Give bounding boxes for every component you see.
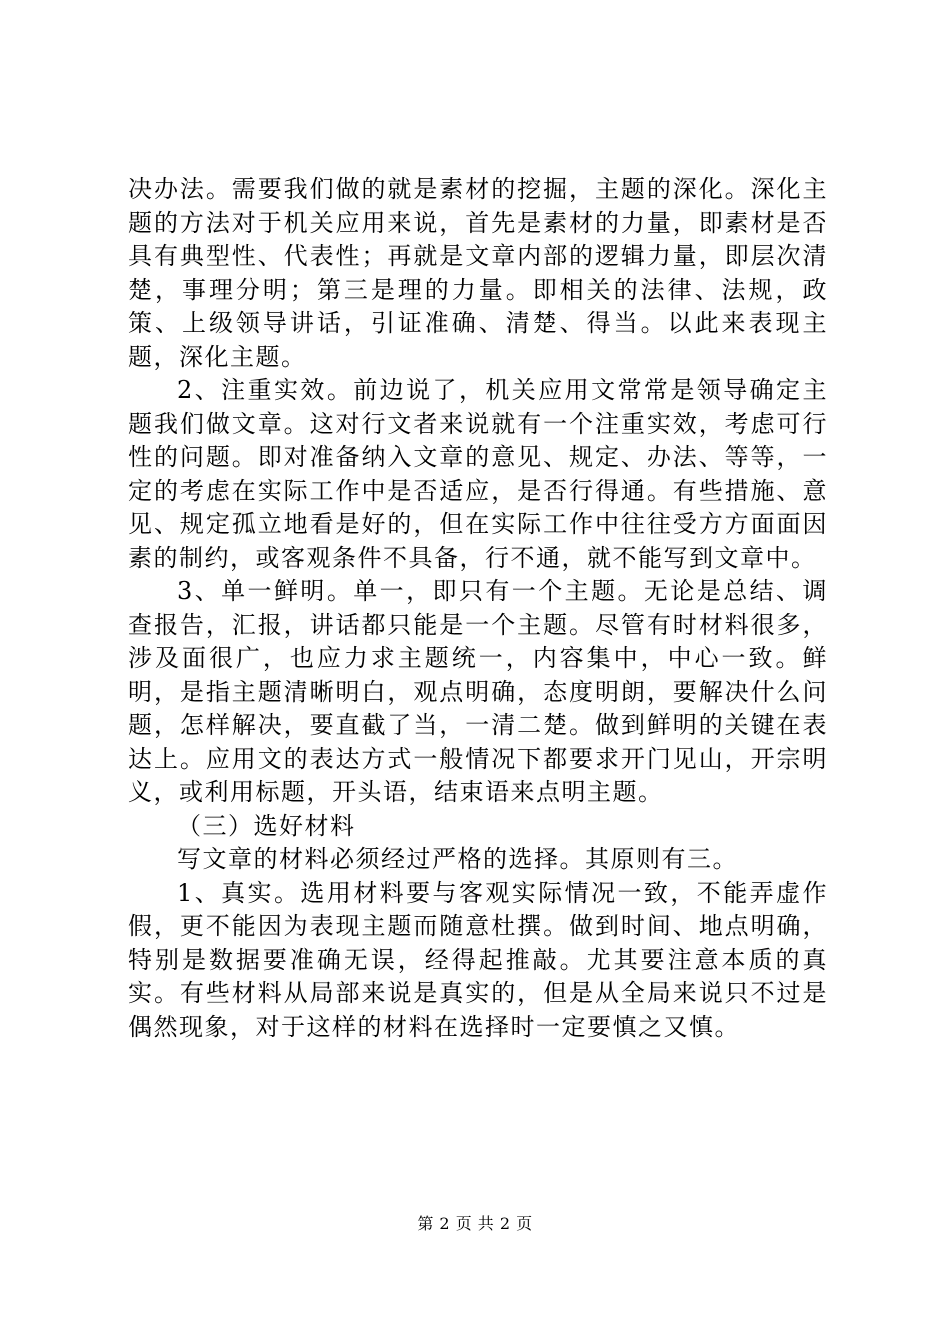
- paragraph-2: 2、注重实效。前边说了，机关应用文常常是领导确定主题我们做文章。这对行文者来说就有一个注重实效，考虑可行性的问题。即对准备纳入文章的意见、规定、办法、等等，一定的考虑在实际工作中是否适应，是否行得通。有些措施、意见、规定孤立地看是好的，但在实际工作中往往受方方面面因素的制约，或客观条件不具备，行不通，就不能写到文章中。: [128, 376, 828, 572]
- page-footer: 第 2 页 共 2 页: [417, 1214, 533, 1233]
- paragraph-5: 1、真实。选用材料要与客观实际情况一致，不能弄虚作假，更不能因为表现主题而随意杜撰。做到时间、地点明确，特别是数据要准确无误，经得起推敲。尤其要注意本质的真实。有些材料从局部来说是真实的，但是从全局来说只不过是偶然现象，对于这样的材料在选择时一定要慎之又慎。: [128, 878, 828, 1041]
- document-body: [128, 173, 828, 1044]
- paragraph-4: 写文章的材料必须经过严格的选择。其原则有三。: [177, 845, 738, 873]
- section-heading: （三）选好材料: [177, 811, 356, 840]
- paragraph-1: 决办法。需要我们做的就是素材的挖掘，主题的深化。深化主题的方法对于机关应用来说，首先是素材的力量，即素材是否具有典型性、代表性；再就是文章内部的逻辑力量，即层次清楚，事理分明；第三是理的力量。即相关的法律、法规，政策、上级领导讲话，引证准确、清楚、得当。以此来表现主题，深化主题。: [128, 175, 828, 371]
- paragraph-3: 3、单一鲜明。单一，即只有一个主题。无论是总结、调查报告，汇报，讲话都只能是一个主题。尽管有时材料很多，涉及面很广，也应力求主题统一，内容集中，中心一致。鲜明，是指主题清晰明白，观点明确，态度明朗，要解决什么问题，怎样解决，要直截了当，一清二楚。做到鲜明的关键在表达上。应用文的表达方式一般情况下都要求开门见山，开宗明义，或利用标题，开头语，结束语来点明主题。: [128, 577, 828, 806]
